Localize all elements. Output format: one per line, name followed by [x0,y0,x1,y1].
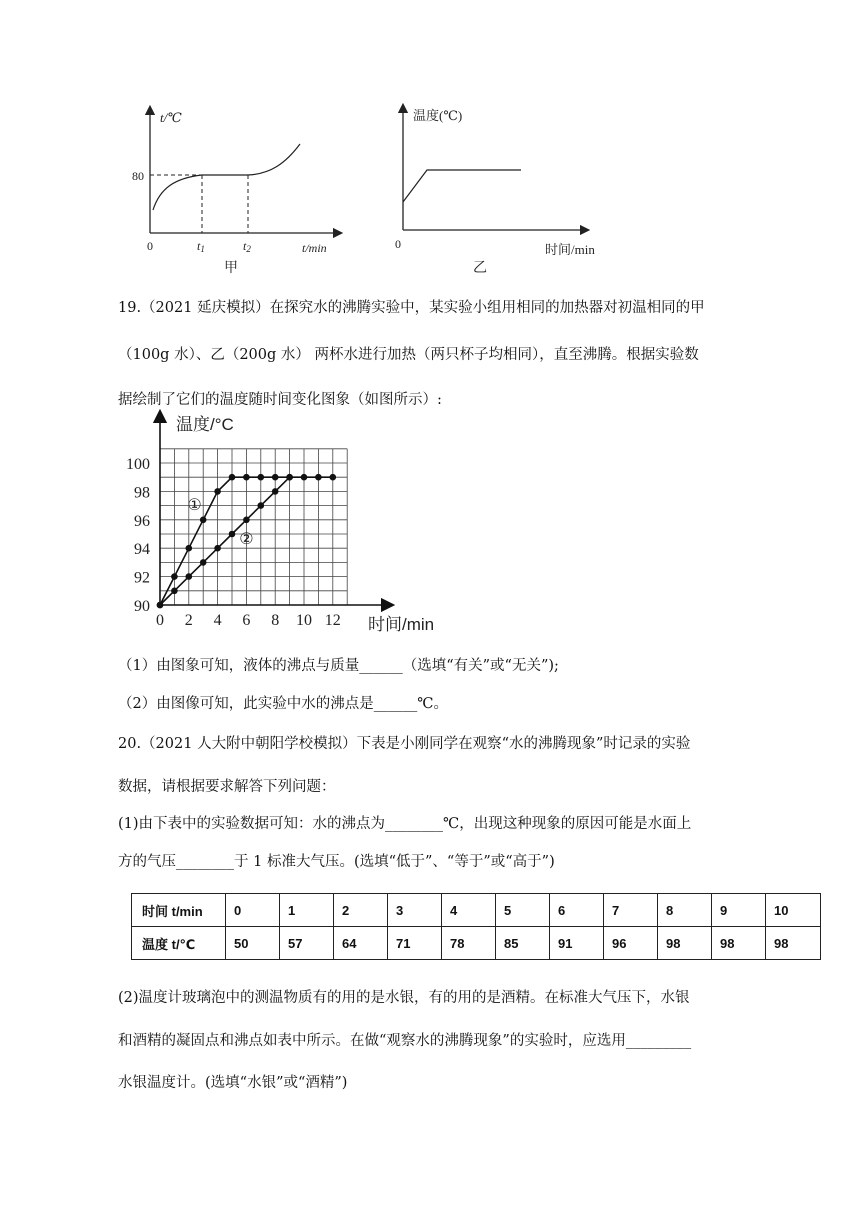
q19-sub2: （2）由图像可知，此实验中水的沸点是______℃。 [118,696,448,712]
table-row-temp [132,927,821,960]
y-tick-label: 92 [134,569,150,587]
series-1-point [171,573,178,580]
y-tick-label: 96 [134,512,150,530]
data-table [131,893,821,960]
y-tick-label: 94 [134,541,150,559]
q19-line1: 19.（2021 延庆模拟）在探究水的沸腾实验中，某实验小组用相同的加热器对初温相同的甲 [118,300,705,316]
table-cell: 0 [226,894,280,927]
series-2-point [258,502,265,509]
table-cell: 64 [334,927,388,960]
table-cell: 98 [712,927,766,960]
series-2-point [286,474,293,481]
jia-y-label: t/℃ [160,110,182,125]
table-header-time: 时间 t/min [132,894,226,927]
x-tick-label: 6 [242,612,251,629]
y-tick-label: 98 [134,484,150,502]
table-cell: 50 [226,927,280,960]
series-2-point [243,517,250,524]
chart-y-label: 温度/°C [176,415,234,434]
table-cell: 9 [712,894,766,927]
x-tick-label: 12 [324,612,341,629]
q20-sub2-b: 和酒精的凝固点和沸点如表中所示。在做“观察水的沸腾现象”的实验时，应选用_________ [118,1033,692,1049]
q19-line3: 据绘制了它们的温度随时间变化图象（如图所示）: [118,392,442,408]
q20-sub1-a: (1)由下表中的实验数据可知：水的沸点为________℃，出现这种现象的原因可能是水面上 [118,816,692,832]
table-cell: 57 [280,927,334,960]
series-2-point [272,488,279,495]
table-header-temp: 温度 t/℃ [132,927,226,960]
x-tick-label: 4 [213,612,222,629]
jia-origin: 0 [147,239,153,253]
yi-y-label: 温度(℃) [413,108,463,123]
table-cell: 3 [388,894,442,927]
table-cell: 8 [658,894,712,927]
table-cell: 7 [604,894,658,927]
yi-x-label: 时间/min [545,242,595,257]
jia-y-tick-80: 80 [132,169,144,183]
table-cell: 2 [334,894,388,927]
series-1-point [243,474,250,481]
series-2-point [171,588,178,595]
yi-origin: 0 [395,237,401,251]
table-cell: 98 [658,927,712,960]
table-cell: 98 [766,927,821,960]
jia-x-label: t/min [302,241,327,255]
jia-curve [153,144,300,210]
q19-sub1: （1）由图象可知，液体的沸点与质量______（选填“有关”或“无关”); [118,658,559,674]
series-2-point [229,531,236,538]
figure-yi [385,100,615,280]
series-2-line [160,477,290,605]
table-cell: 1 [280,894,334,927]
jia-t1-label: t1 [197,239,205,254]
y-tick-label: 100 [126,456,150,473]
series-2-point [200,559,207,566]
table-cell: 91 [550,927,604,960]
table-cell: 6 [550,894,604,927]
x-tick-label: 8 [271,612,280,629]
q20-line2: 数据，请根据要求解答下列问题： [118,779,336,795]
yi-line [403,170,521,202]
table-cell: 10 [766,894,821,927]
x-tick-label: 0 [156,612,164,629]
table-cell: 96 [604,927,658,960]
table-cell: 71 [388,927,442,960]
q20-sub1-b: 方的气压________于 1 标准大气压。(选填“低于”、“等于”或“高于”) [118,854,555,870]
series-1-point [330,474,337,481]
boiling-chart [118,408,458,638]
series-1-point [258,474,265,481]
series-1-point [214,488,221,495]
y-tick-label: 90 [134,598,150,615]
series-1-label: ① [187,496,202,514]
series-2-point [157,602,164,609]
x-tick-label: 2 [184,612,193,629]
q20-sub2-c: 水银温度计。(选填“水银”或“酒精”) [118,1075,348,1091]
series-1-point [200,517,207,524]
table-cell: 5 [496,894,550,927]
series-2-label: ② [239,530,254,548]
table-cell: 78 [442,927,496,960]
series-2-point [214,545,221,552]
q19-line2: （100g 水）、乙（200g 水） 两杯水进行加热（两只杯子均相同），直至沸腾。根据实验数 [118,347,699,363]
series-1-point [272,474,279,481]
yi-caption: 乙 [473,261,487,276]
table-row-time [132,894,821,927]
figure-jia [120,100,350,280]
q20-sub2-a: (2)温度计玻璃泡中的测温物质有的用的是水银，有的用的是酒精。在标准大气压下，水银 [118,990,690,1006]
q20-line1: 20.（2021 人大附中朝阳学校模拟）下表是小刚同学在观察“水的沸腾现象”时记录的实验 [118,736,691,752]
series-1-point [186,545,193,552]
chart-x-label: 时间/min [368,615,435,634]
table-cell: 85 [496,927,550,960]
series-2-point [186,573,193,580]
table-cell: 4 [442,894,496,927]
x-tick-label: 10 [296,612,312,629]
jia-t2-label: t2 [243,239,251,254]
series-1-point [229,474,236,481]
series-1-point [301,474,308,481]
jia-caption: 甲 [224,261,238,276]
series-1-point [315,474,322,481]
